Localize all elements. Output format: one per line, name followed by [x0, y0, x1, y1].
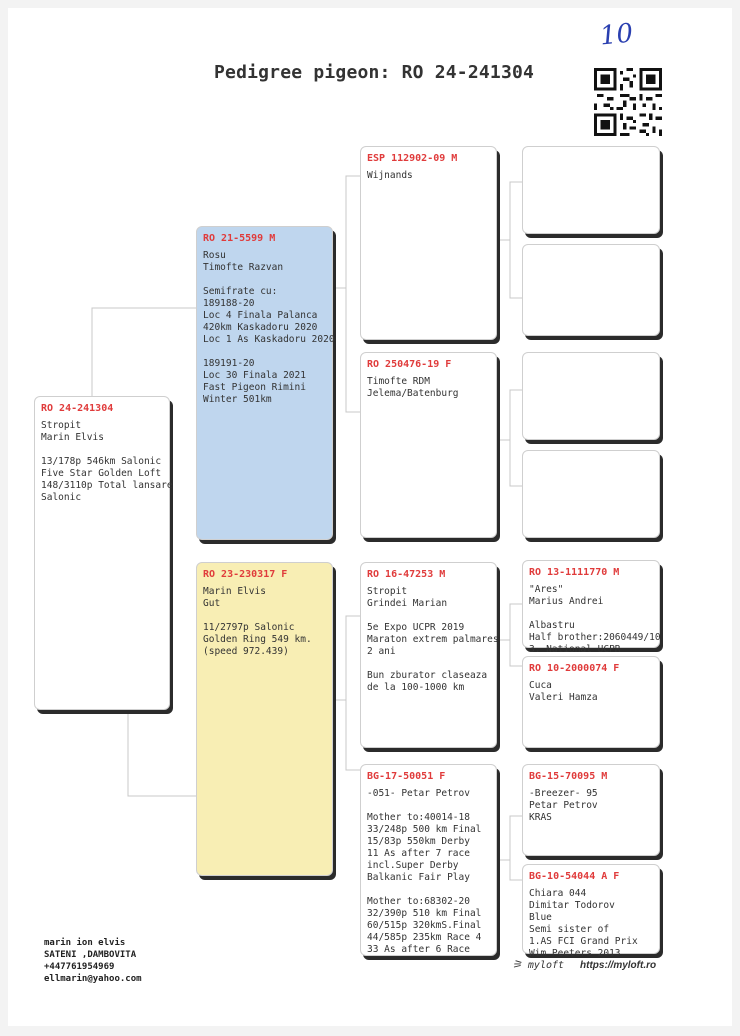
- dam-dam-card[interactable]: [360, 764, 497, 956]
- dam-card[interactable]: [196, 562, 333, 876]
- ring-number: RO 10-2000074 F: [529, 663, 620, 674]
- sire-sire-dam-card[interactable]: [522, 244, 660, 336]
- sire-card[interactable]: [196, 226, 333, 540]
- ring-number: RO 21-5599 M: [203, 233, 276, 244]
- ring-number: RO 250476-19 F: [367, 359, 452, 370]
- dove-icon: ⚞: [512, 958, 522, 971]
- ring-number: BG-10-54044 A F: [529, 871, 620, 882]
- sire-dam-card[interactable]: [360, 352, 497, 538]
- card-details: Stropit Grindei Marian 5e Expo UCPR 2019 Maraton extrem palmares 2 ani Bun zburator claseaza de la 100-1000 km: [367, 586, 499, 693]
- dam-dam-dam-card[interactable]: [522, 864, 660, 959]
- ring-number: ESP 112902-09 M: [367, 153, 458, 164]
- ring-number: RO 16-47253 M: [367, 569, 446, 580]
- dam-dam-sire-card[interactable]: [522, 764, 660, 856]
- dam-sire-dam-card[interactable]: [522, 656, 660, 748]
- subject-pigeon-card[interactable]: [34, 396, 173, 710]
- sire-dam-sire-card[interactable]: [522, 352, 660, 440]
- ring-number: RO 23-230317 F: [203, 569, 288, 580]
- card-details: Cuca Valeri Hamza: [529, 680, 598, 703]
- card-details: Marin Elvis Gut 11/2797p Salonic Golden Ring 549 km. (speed 972.439): [203, 586, 312, 657]
- card-details: Stropit Marin Elvis 13/178p 546km Salonic Five Star Golden Loft 148/3110p Total lansare Salonic: [41, 420, 173, 503]
- handwritten-note: 10: [598, 18, 635, 52]
- page-title: Pedigree pigeon: RO 24-241304: [214, 62, 535, 83]
- ring-number: RO 13-1111770 M: [529, 567, 620, 578]
- sire-dam-dam-card[interactable]: [522, 450, 660, 538]
- owner-contact: marin ion elvis SATENI ,DAMBOVITA +447761954969 ellmarin@yahoo.com: [44, 938, 142, 984]
- myloft-logo: ⚞ myloft: [512, 958, 565, 971]
- ring-number: RO 24-241304: [41, 403, 114, 414]
- card-details: Rosu Timofte Razvan Semifrate cu: 189188-20 Loc 4 Finala Palanca 420km Kaskadoru 2020 Loc 1 As Kaskadoru 2020 189191-20 Loc 30 Finala 2021 Fast Pigeon Rimini Winter 501km: [203, 250, 335, 405]
- ring-number: BG-15-70095 M: [529, 771, 608, 782]
- sire-sire-card[interactable]: [360, 146, 497, 340]
- dam-sire-sire-card[interactable]: [522, 560, 661, 655]
- card-details: Chiara 044 Dimitar Todorov Blue Semi sister of 1.AS FCI Grand Prix Wim Peeters 2013: [529, 888, 638, 959]
- card-details: Timofte RDM Jelema/Batenburg: [367, 376, 459, 399]
- card-details: -Breezer- 95 Petar Petrov KRAS: [529, 788, 598, 823]
- card-details: Wijnands: [367, 170, 413, 181]
- website-link[interactable]: https://myloft.ro: [580, 960, 657, 971]
- dam-sire-card[interactable]: [360, 562, 497, 748]
- sire-sire-sire-card[interactable]: [522, 146, 660, 234]
- card-details: "Ares" Marius Andrei Albastru Half brother:2060449/10 3. National UCPR: [529, 584, 661, 655]
- card-details: -051- Petar Petrov Mother to:40014-18 33/248p 500 km Final 15/83p 550km Derby 11 As after 7 race incl.Super Derby Balkanic Fair Play Mother to:68302-20 32/390p 510 km Final 60/515p 320kmS.Final 44/585p 235km Race 4 33 As after 6 Race: [367, 788, 482, 955]
- ring-number: BG-17-50051 F: [367, 771, 446, 782]
